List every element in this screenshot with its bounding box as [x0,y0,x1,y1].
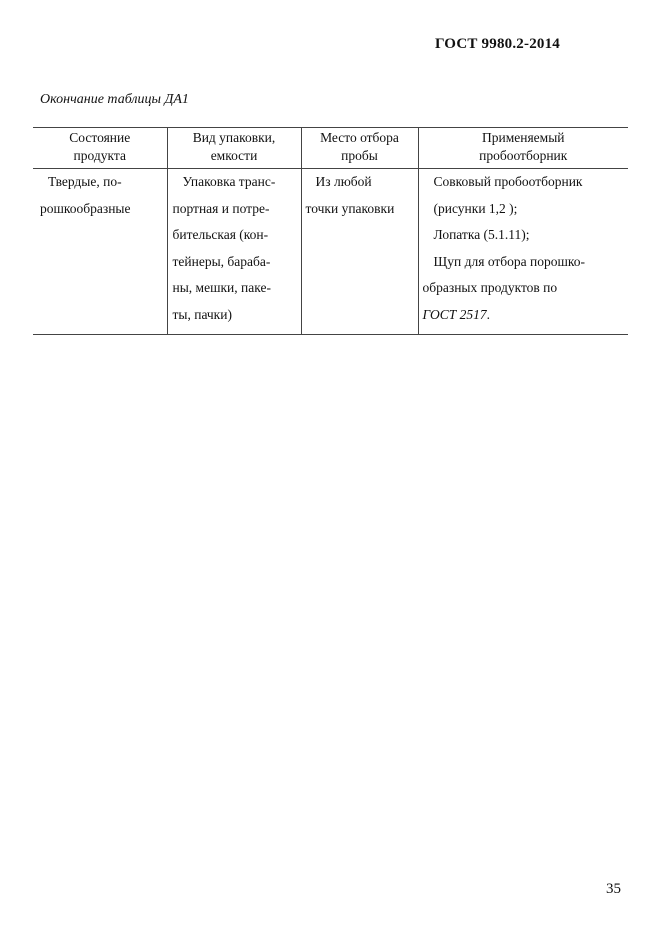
column-header-state [33,128,167,169]
column-header-place [301,128,418,169]
cell-packaging [167,169,301,335]
header-line: Применяемый [481,130,565,145]
page-number: 35 [606,881,621,897]
cell-sampler [418,169,628,335]
cell-line: ны, мешки, паке- [172,280,271,295]
column-header-packaging [167,128,301,169]
cell-line: ты, пачки) [172,306,232,322]
cell-line: бительская (кон- [172,227,269,242]
cell-line: (рисунки 1,2 ); [433,200,518,216]
header-line: продукта [73,148,126,163]
document-code: ГОСТ 9980.2-2014 [434,36,560,52]
cell-place [301,169,418,335]
sampling-table [33,127,628,335]
cell-line: образных продуктов по [422,280,558,295]
header-line: пробоотборник [479,148,568,163]
header-line: Вид упаковки, [192,130,276,145]
table-caption: Окончание таблицы ДА1 [40,92,189,107]
standard-reference-suffix: . [486,306,491,322]
table-row [33,169,628,335]
header-line: Состояние [69,130,131,145]
cell-line: точки упаковки [305,200,395,216]
cell-line: рошкообразные [40,200,131,216]
cell-line: Из любой [315,174,372,189]
header-line: Место отбора [320,130,399,145]
column-header-sampler [418,128,628,169]
cell-line [422,302,626,329]
cell-line: Твердые, по- [48,174,122,189]
cell-line: Лопатка (5.1.11); [433,227,530,242]
cell-line: тейнеры, бараба- [172,253,271,269]
cell-line: Упаковка транс- [182,174,276,189]
header-line: пробы [341,148,378,163]
cell-line: Совковый пробоотборник [433,174,583,189]
cell-line: портная и потре- [172,200,270,216]
cell-line: Щуп для отбора порошко- [433,253,586,269]
standard-reference: ГОСТ 2517 [422,306,487,322]
cell-state [33,169,167,335]
header-line: емкости [210,148,258,163]
table-header-row [33,128,628,169]
